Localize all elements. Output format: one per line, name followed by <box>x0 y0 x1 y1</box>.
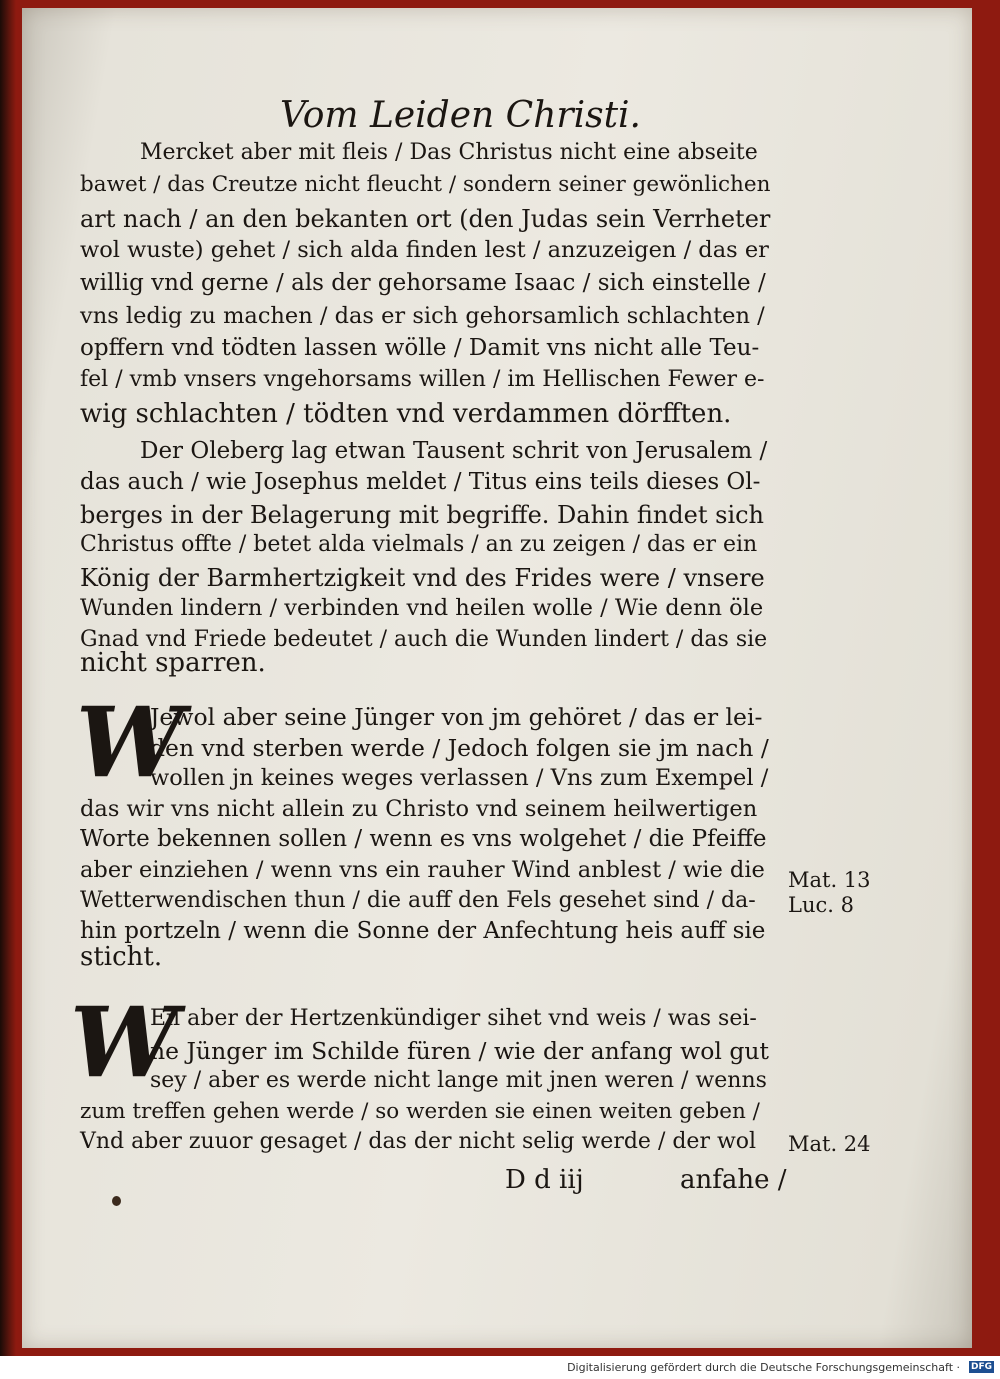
text-line: bawet / das Creutze nicht fleucht / sondern seiner gewönlichen <box>80 172 771 197</box>
margin-note: Luc. 8 <box>788 893 854 917</box>
text-line: Christus offte / betet alda vielmals / an zu zeigen / das er ein <box>80 532 758 557</box>
text-line: Gnad vnd Friede bedeutet / auch die Wunden lindert / das sie <box>80 627 768 652</box>
catchword: anfahe / <box>680 1165 787 1195</box>
text-line: berges in der Belagerung mit begriffe. Dahin findet sich <box>80 501 765 529</box>
text-line: wol wuste) gehet / sich alda finden lest / anzuzeigen / das er <box>80 237 769 263</box>
text-line: Eil aber der Hertzenkündiger sihet vnd weis / was sei- <box>150 1006 757 1031</box>
text-line: Der Oleberg lag etwan Tausent schrit von Jerusalem / <box>140 438 768 464</box>
running-head: Vom Leiden Christi. <box>280 95 642 136</box>
text-line: hin portzeln / wenn die Sonne der Anfechtung heis auff sie <box>80 918 766 944</box>
text-line: wollen jn keines weges verlassen / Vns zum Exempel / <box>150 765 769 791</box>
text-line: Jewol aber seine Jünger von jm gehöret / das er lei- <box>150 703 763 731</box>
decorated-initial: W <box>76 686 184 799</box>
text-line: vns ledig zu machen / das er sich gehorsamlich schlachten / <box>80 303 765 329</box>
text-line: sey / aber es werde nicht lange mit jnen weren / wenns <box>150 1068 767 1093</box>
signature-mark: D d iij <box>505 1165 584 1195</box>
text-line: Wunden lindern / verbinden vnd heilen wolle / Wie denn öle <box>80 595 764 621</box>
text-line: das wir vns nicht allein zu Christo vnd seinem heilwertigen <box>80 796 758 822</box>
text-line: Mercket aber mit fleis / Das Christus nicht eine abseite <box>140 140 758 165</box>
funding-credit: Digitalisierung gefördert durch die Deutsche Forschungsgemeinschaft · <box>567 1361 960 1374</box>
text-line: willig vnd gerne / als der gehorsame Isaac / sich einstelle / <box>80 270 766 296</box>
book-spine-edge <box>0 0 16 1356</box>
dfg-logo-icon: DFG <box>970 1362 992 1372</box>
text-line: den vnd sterben werde / Jedoch folgen sie jm nach / <box>150 734 769 762</box>
margin-note: Mat. 13 <box>788 868 871 892</box>
margin-note: Mat. 24 <box>788 1132 871 1156</box>
text-line: zum treffen gehen werde / so werden sie einen weiten geben / <box>80 1099 760 1124</box>
text-line: art nach / an den bekanten ort (den Judas sein Verrheter <box>80 205 771 233</box>
text-line: das auch / wie Josephus meldet / Titus eins teils dieses Ol- <box>80 469 761 495</box>
text-line: Wetterwendischen thun / die auff den Fels gesehet sind / da- <box>80 888 756 913</box>
text-line: ne Jünger im Schilde füren / wie der anfang wol gut <box>150 1037 769 1065</box>
footer-bar <box>0 1356 1000 1379</box>
text-line: fel / vmb vnsers vngehorsams willen / im Hellischen Fewer e- <box>80 367 765 392</box>
text-line: nicht sparren. <box>80 648 266 678</box>
text-line: König der Barmhertzigkeit vnd des Frides were / vnsere <box>80 564 765 592</box>
text-line: wig schlachten / tödten vnd verdammen dörfften. <box>80 399 732 429</box>
decorated-initial: W <box>70 986 178 1099</box>
text-line: Vnd aber zuuor gesaget / das der nicht selig werde / der wol <box>80 1129 757 1154</box>
text-line: sticht. <box>80 942 163 972</box>
text-line: Worte bekennen sollen / wenn es vns wolgehet / die Pfeiffe <box>80 826 767 852</box>
text-line: opffern vnd tödten lassen wölle / Damit vns nicht alle Teu- <box>80 335 760 361</box>
text-line: aber einziehen / wenn vns ein rauher Wind anblest / wie die <box>80 857 765 883</box>
ink-spot <box>112 1196 121 1206</box>
